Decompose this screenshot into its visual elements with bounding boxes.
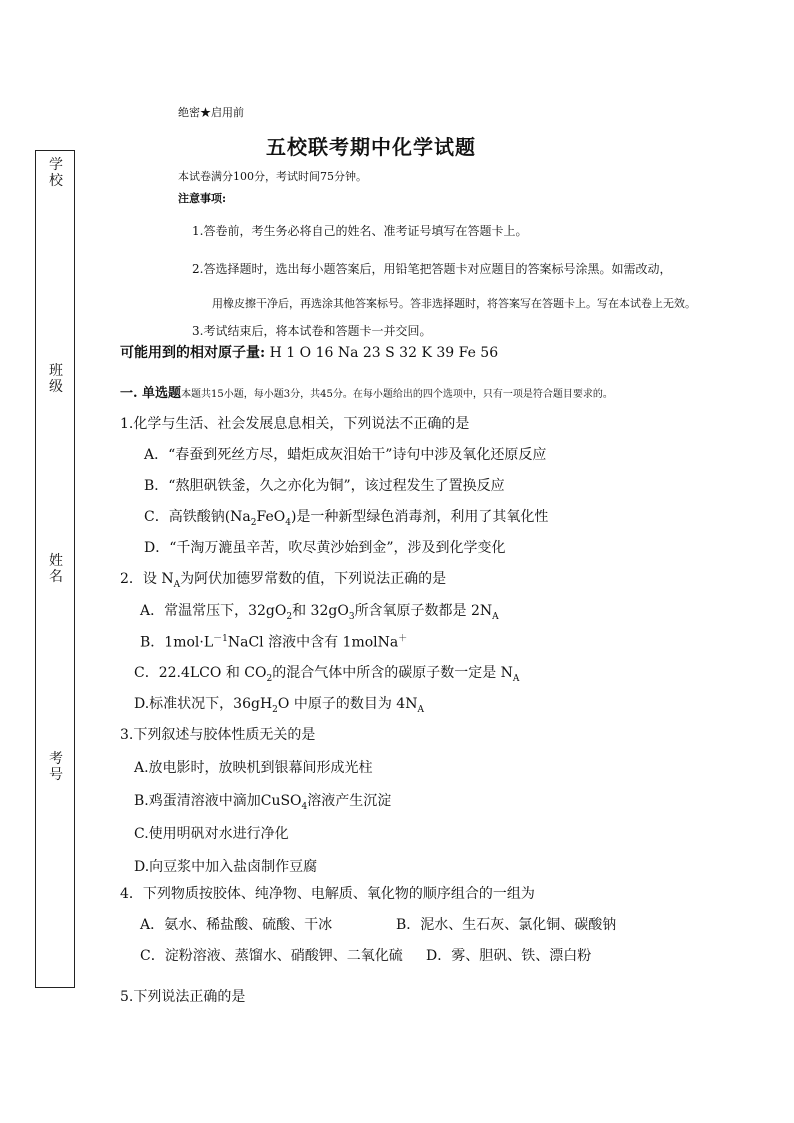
secret-mark: 绝密★启用前 [178, 106, 244, 119]
atomic-mass-line [120, 342, 498, 362]
notice-item-2a: 2.答选择题时，选出每小题答案后，用铅笔把答题卡对应题目的答案标号涂黑。如需改动， [192, 262, 672, 276]
notice-item-2b: 用橡皮擦干净后，再选涂其他答案标号。答非选择题时，将答案写在答题卡上。写在本试卷上无效。 [212, 297, 696, 310]
section-description: 本题共15小题，每小题3分，共45分。在每小题给出的四个选项中，只有一项是符合题目要求的。 [181, 389, 613, 400]
question-3-option-b: B.鸡蛋清溶液中滴加CuSO$_4$溶液产生沉淀 [134, 793, 392, 812]
question-3-option-d: D.向豆浆中加入盐卤制作豆腐 [134, 859, 318, 875]
question-4-stem: 4．下列物质按胶体、纯净物、电解质、氧化物的顺序组合的一组为 [120, 886, 535, 902]
question-2-option-a: A．常温常压下，$32gO_2$和 $32gO_3$所含氧原子数都是 $2N_A$ [140, 603, 499, 622]
exam-info: 本试卷满分100分，考试时间75分钟。 [178, 170, 367, 183]
question-2-option-d: D.标准状况下，$36gH_2O$ 中原子的数目为 $4N_A$ [134, 696, 424, 715]
notice-item-1: 1.答卷前，考生务必将自己的姓名、准考证号填写在答题卡上。 [192, 224, 528, 238]
question-2-option-b: B．$1mol\cdot L^{-1}NaCl$ 溶液中含有 1molNa＋ [140, 634, 408, 651]
side-label-exam-number: 考 号 [49, 751, 63, 783]
question-3-stem: 3.下列叙述与胶体性质无关的是 [120, 727, 316, 743]
question-1-option-c: C．高铁酸钠$(Na_2FeO_4)$是一种新型绿色消毒剂，利用了其氧化性 [144, 509, 549, 528]
question-1-stem: 1.化学与生活、社会发展息息相关，下列说法不正确的是 [120, 416, 470, 432]
question-3-option-c: C.使用明矾对水进行净化 [134, 826, 289, 842]
side-label-school: 学 校 [49, 157, 63, 189]
question-4-option-d: D．雾、胆矾、铁、漂白粉 [426, 948, 592, 964]
atomic-mass-values: H 1 O 16 Na 23 S 32 K 39 Fe 56 [269, 345, 499, 361]
question-4-option-a: A．氨水、稀盐酸、硫酸、干冰 [140, 917, 333, 933]
question-3-option-a: A.放电影时，放映机到银幕间形成光柱 [134, 760, 373, 776]
question-1-option-b: B．“熬胆矾铁釜，久之亦化为铜”，该过程发生了置换反应 [144, 478, 505, 494]
notice-item-3: 3.考试结束后，将本试卷和答题卡一并交回。 [192, 324, 432, 338]
question-4-option-b: B．泥水、生石灰、氯化铜、碳酸钠 [396, 917, 617, 933]
question-4-option-c: C．淀粉溶液、蒸馏水、硝酸钾、二氧化硫 [140, 948, 403, 964]
question-5-stem: 5.下列说法正确的是 [120, 989, 246, 1005]
side-label-name: 姓 名 [49, 553, 63, 585]
question-1-option-a: A．“春蚕到死丝方尽，蜡炬成灰泪始干”诗句中涉及氧化还原反应 [144, 447, 547, 463]
side-label-class: 班 级 [49, 363, 63, 395]
atomic-mass-label: 可能用到的相对原子量: [120, 345, 266, 361]
question-1-option-d: D．“千淘万漉虽辛苦，吹尽黄沙始到金”，涉及到化学变化 [144, 540, 506, 556]
notice-heading: 注意事项: [178, 192, 227, 205]
question-2-stem: 2．设 $N_A$为阿伏加德罗常数的值，下列说法正确的是 [120, 571, 447, 590]
page-title: 五校联考期中化学试题 [266, 135, 476, 159]
question-2-option-c: C．22.4LCO 和 $CO_2$的混合气体中所含的碳原子数一定是 $N_A$ [134, 665, 520, 684]
section-heading [120, 382, 613, 401]
binding-margin-box [35, 150, 75, 988]
section-title: 一. 单选题 [120, 386, 182, 401]
